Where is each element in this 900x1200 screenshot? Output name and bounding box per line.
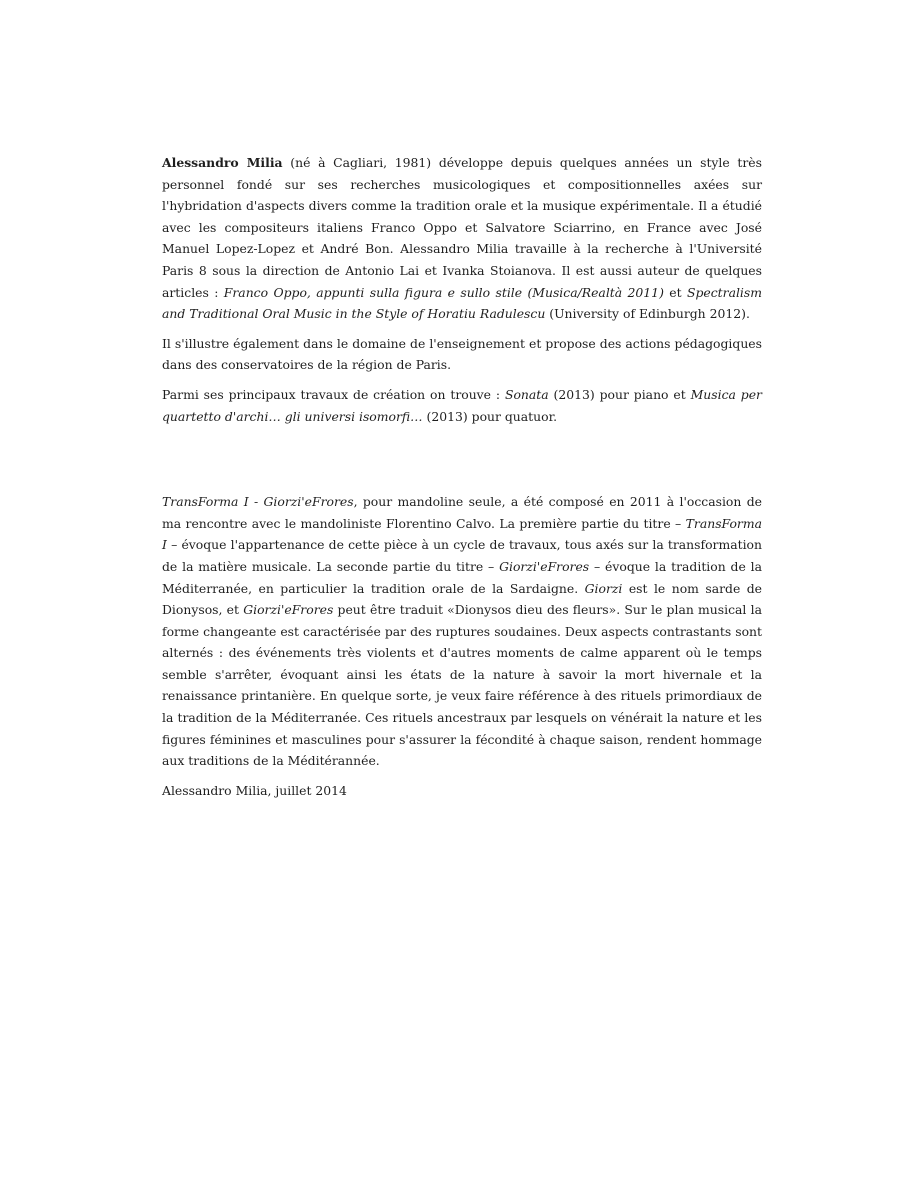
- bio-text: (University of Edinburgh 2012).: [545, 306, 750, 322]
- bio-paragraph-3: [162, 384, 762, 427]
- bio-text: (2013) pour quatuor.: [422, 408, 558, 424]
- notes-paragraph: [162, 491, 762, 772]
- notes-text: peut être traduit «Dionysos dieu des fleurs». Sur le plan musical la forme changeante est caractérisée par des ruptures soudaines. Deux aspects contrastants sont alternés : des événements très violents et d'autres moments de calme apparent où le temps semble s'arrêter, évoquant ainsi les états de la nature à savoir la mort hivernale et la renaissance printanière. En quelque sorte, je veux faire référence à des rituels primordiaux de la tradition de la Méditerranée. Ces rituels ancestraux par lesquels on vénérait la nature et les figures féminines et masculines pour s'assurer la fécondité à chaque saison, rendent hommage aux traditions de la Méditérannée.: [162, 602, 762, 769]
- notes-text: – évoque l'appartenance de cette pièce à un cycle de travaux, tous axés sur la transformation de la matière musicale. La seconde partie du titre –: [162, 537, 762, 574]
- bio-text: (né à Cagliari, 1981) développe depuis quelques années un style très personnel fondé sur ses recherches musicologiques et compositionnelles axées sur l'hybridation d'aspects divers comme la tradition orale et la musique expérimentale. Il a étudié avec les compositeurs italiens Franco Oppo et Salvatore Sciarrino, en France avec José Manuel Lopez-Lopez et André Bon. Alessandro Milia travaille à la recherche à l'Université Paris 8 sous la direction de Antonio Lai et Ivanka Stoianova. Il est aussi auteur de quelques articles :: [162, 155, 763, 300]
- article-title-1: Franco Oppo, appunti sulla figura e sullo stile (Musica/Realtà 2011): [223, 284, 664, 300]
- bio-text: (2013) pour piano et: [548, 386, 691, 402]
- article-title-2: Spectralism and Traditional Oral Music in the Style of Horatiu Radulescu: [162, 284, 762, 322]
- signature: Alessandro Milia, juillet 2014: [162, 782, 347, 798]
- notes-text: , pour mandoline seule, a été composé en 2011 à l'occasion de ma rencontre avec le mandoliniste Florentino Calvo. La première partie du titre –: [162, 494, 762, 531]
- bio-paragraph-1: [162, 152, 762, 325]
- section-spacer: [162, 435, 762, 491]
- work-title-sonata: Sonata: [504, 386, 549, 402]
- title-part-2: Giorzi'eFrores: [499, 558, 590, 574]
- title-part-1: TransForma I: [162, 515, 762, 553]
- bio-paragraph-2: Il s'illustre également dans le domaine de l'enseignement et propose des actions pédagogiques dans des conservatoires de la région de Paris.: [162, 335, 762, 373]
- author-name: Alessandro Milia: [162, 155, 283, 170]
- work-title-quartet: Musica per quartetto d'archi… gli universi isomorfi…: [162, 386, 762, 424]
- title-part-2-repeat: Giorzi'eFrores: [243, 602, 334, 618]
- notes-text: – évoque la tradition de la Méditerranée, en particulier la tradition orale de la Sardaigne.: [162, 558, 762, 596]
- giorzi-term: Giorzi: [584, 580, 623, 596]
- piece-title: TransForma I - Giorzi'eFrores: [162, 494, 354, 510]
- bio-text: et: [663, 284, 687, 300]
- bio-text: Parmi ses principaux travaux de création on trouve :: [162, 386, 505, 402]
- notes-text: est le nom sarde de Dionysos, et: [162, 580, 763, 618]
- document-page: [162, 152, 762, 809]
